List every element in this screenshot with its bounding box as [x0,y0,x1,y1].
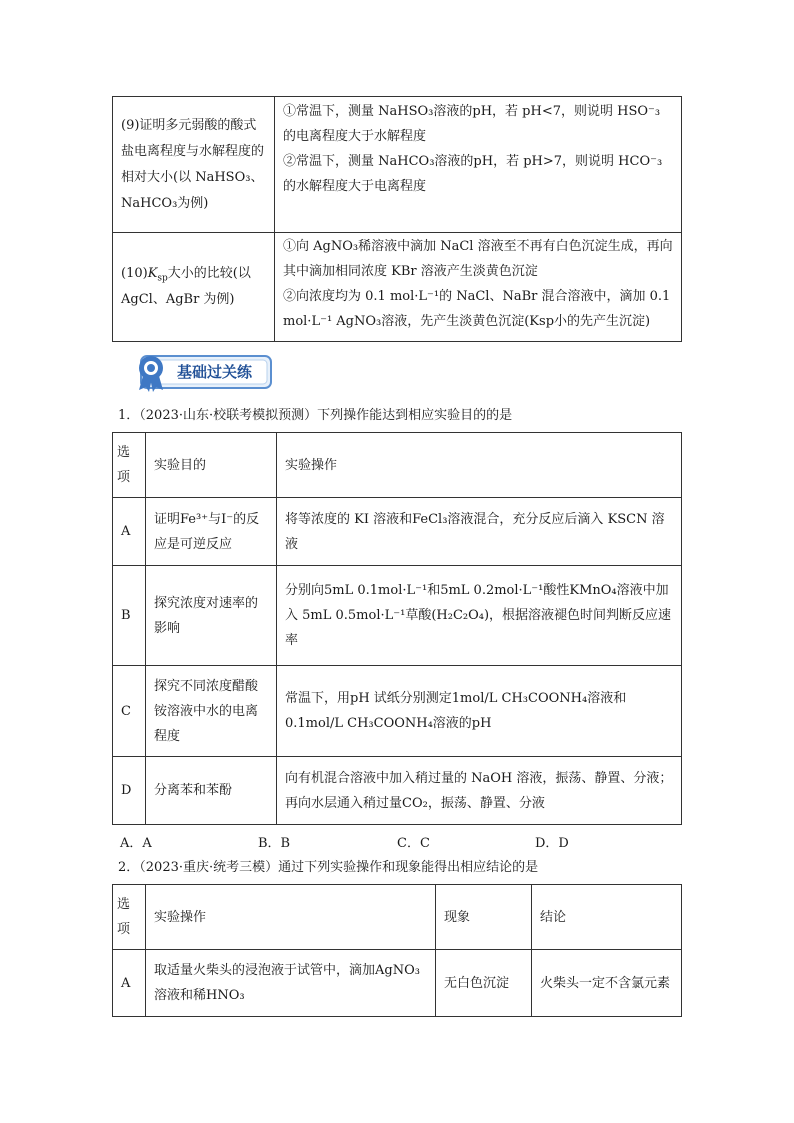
q2-header-option: 选项 [113,885,146,950]
q1-choice-b[interactable]: B．B [258,836,291,851]
table-row [113,757,682,825]
q1-option-b: B [113,566,146,666]
q1-op-a: 将等浓度的 KI 溶液和FeCl₃溶液混合，充分反应后滴入 KSCN 溶液 [277,498,682,566]
q1-option-d: D [113,757,146,825]
q1-stem: 1．（2023·山东·校联考模拟预测）下列操作能达到相应实验目的的是 [118,408,513,423]
q2-header-phenomenon: 现象 [436,885,532,950]
row9-label: (9)证明多元弱酸的酸式盐电离程度与水解程度的相对大小(以 NaHSO₃、NaHCO₃为例) [113,97,275,233]
q2-phen-a: 无白色沉淀 [436,950,532,1017]
table-row [113,666,682,757]
q1-choice-d[interactable]: D．D [535,836,569,851]
q2-stem: 2．（2023·重庆·统考三模）通过下列实验操作和现象能得出相应结论的是 [118,860,539,875]
row10-line2: ②向浓度均为 0.1 mol·L⁻¹的 NaCl、NaBr 混合溶液中，滴加 0.1 mol·L⁻¹ AgNO₃溶液，先产生淡黄色沉淀(Ksp小的先产生沉淀) [283,289,671,329]
q2-concl-a: 火柴头一定不含氯元素 [532,950,682,1017]
q1-goal-b: 探究浓度对速率的影响 [146,566,277,666]
q1-op-d: 向有机混合溶液中加入稍过量的 NaOH 溶液，振荡、静置、分液；再向水层通入稍过量CO₂，振荡、静置、分液 [277,757,682,825]
q1-choices [120,832,680,850]
q1-goal-d: 分离苯和苯酚 [146,757,277,825]
q2-option-a: A [113,950,146,1017]
banner-title: 基础过关练 [177,363,253,381]
q2-op-a: 取适量火柴头的浸泡液于试管中，滴加AgNO₃溶液和稀HNO₃ [146,950,436,1017]
q2-header-operation: 实验操作 [146,885,436,950]
prev-table [112,96,682,342]
row10-content [275,233,682,342]
row9-content [275,97,682,233]
table-row [113,566,682,666]
section-banner [127,350,275,394]
q1-choice-a[interactable]: A．A [120,836,152,851]
q1-option-a: A [113,498,146,566]
table-row [113,498,682,566]
q1-header-goal: 实验目的 [146,433,277,498]
q1-op-c: 常温下，用pH 试纸分别测定1mol/L CH₃COONH₄溶液和 0.1mol/L CH₃COONH₄溶液的pH [277,666,682,757]
q1-table [112,432,682,825]
q2-header-conclusion: 结论 [532,885,682,950]
q1-choice-c[interactable]: C．C [397,836,430,851]
q1-option-c: C [113,666,146,757]
q1-header-option: 选项 [113,433,146,498]
q1-goal-a: 证明Fe³⁺与I⁻的反应是可逆反应 [146,498,277,566]
row10-line1: ①向 AgNO₃稀溶液中滴加 NaCl 溶液至不再有白色沉淀生成，再向其中滴加相同浓度 KBr 溶液产生淡黄色沉淀 [283,239,673,279]
q2-table [112,884,682,1017]
row9-line1: ①常温下，测量 NaHSO₃溶液的pH，若 pH<7，则说明 HSO⁻₃的电离程度大于水解程度 [283,104,661,144]
q1-header-operation: 实验操作 [277,433,682,498]
q1-op-b: 分别向5mL 0.1mol·L⁻¹和5mL 0.2mol·L⁻¹酸性KMnO₄溶液中加入 5mL 0.5mol·L⁻¹草酸(H₂C₂O₄)，根据溶液褪色时间判断反应速率 [277,566,682,666]
row9-line2: ②常温下，测量 NaHCO₃溶液的pH，若 pH>7，则说明 HCO⁻₃的水解程度大于电离程度 [283,154,663,194]
row10-label: $(10)K_{sp}$大小的比较(以 AgCl、AgBr 为例) [113,233,275,342]
q1-goal-c: 探究不同浓度醋酸铵溶液中水的电离程度 [146,666,277,757]
table-row [113,950,682,1017]
